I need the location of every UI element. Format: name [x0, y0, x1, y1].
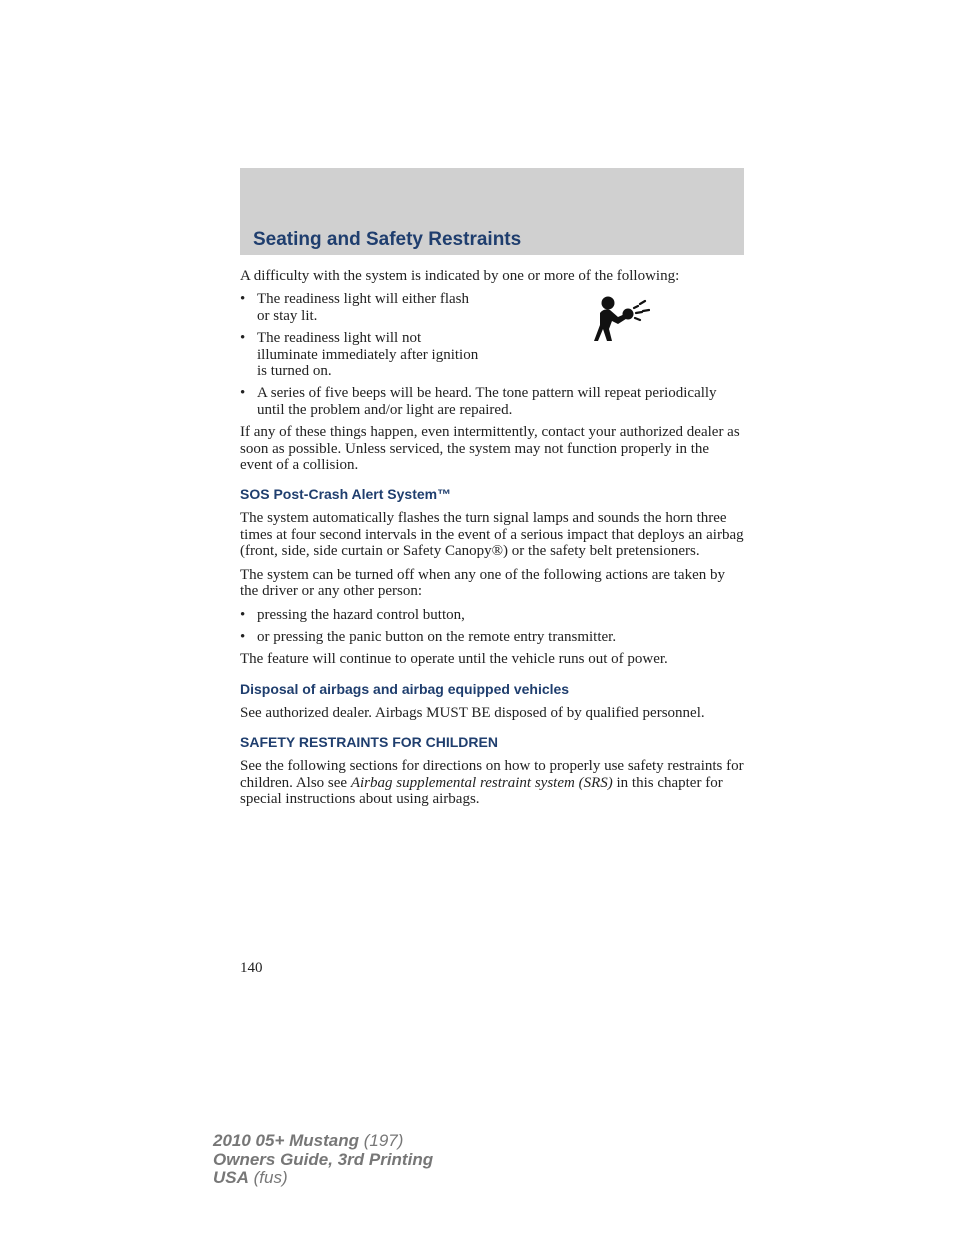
section-header-band: [240, 168, 744, 255]
page-number: 140: [240, 960, 263, 976]
list-item-text: The readiness light will either flash or stay lit.: [257, 291, 470, 324]
sos-heading: SOS Post-Crash Alert System™: [240, 486, 452, 503]
disposal-heading: Disposal of airbags and airbag equipped vehicles: [240, 680, 570, 697]
list-item: • The readiness light will not illuminate immediately after ignition is turned on.: [240, 330, 479, 380]
section-title: Seating and Safety Restraints: [253, 229, 522, 250]
list-item: • The readiness light will either flash or stay lit.: [240, 291, 470, 324]
children-text-start: See the following sections for directions on how to properly use safety restraints for children. Also see: [240, 758, 744, 791]
sos-paragraph-2: The system can be turned off when any one of the following actions are taken by the driver or any other person:: [240, 566, 725, 600]
disposal-paragraph: See authorized dealer. Airbags MUST BE disposed of by qualified personnel.: [240, 704, 705, 721]
list-item-text: or pressing the panic button on the remote entry transmitter.: [257, 628, 617, 645]
footer-region-code: (fus): [248, 1168, 288, 1187]
footer-model: 2010 05+ Mustang: [213, 1131, 359, 1150]
list-item-text: pressing the hazard control button,: [257, 606, 465, 623]
footer-model-code: (197): [359, 1131, 404, 1150]
page-content: [240, 268, 745, 814]
sos-paragraph-1: The system automatically flashes the turn signal lamps and sounds the horn three times at four second intervals in the event of a serious impact that deploys an airbag (front, side, side curtain or Safety Canopy®) or the safety belt pretensioners.: [240, 510, 744, 560]
list-item: • pressing the hazard control button,: [240, 606, 465, 623]
list-item-text: A series of five beeps will be heard. The tone pattern will repeat periodically until the problem and/or light are repaired.: [257, 385, 717, 418]
list-item: • A series of five beeps will be heard. The tone pattern will repeat periodically until the problem and/or light are repaired.: [240, 385, 717, 418]
list-item: • or pressing the panic button on the remote entry transmitter.: [240, 628, 617, 645]
contact-paragraph: If any of these things happen, even intermittently, contact your authorized dealer as soon as possible. Unless serviced, the system may not function properly in the event of a collision.: [240, 424, 740, 474]
sos-paragraph-3: The feature will continue to operate until the vehicle runs out of power.: [240, 651, 668, 668]
intro-paragraph: A difficulty with the system is indicated by one or more of the following:: [240, 268, 680, 284]
children-text-reference: Airbag supplemental restraint system (SRS): [350, 774, 613, 791]
children-paragraph: [240, 758, 745, 807]
children-text-end: in this chapter for special instructions about using airbags.: [240, 774, 723, 807]
footer-imprint: [213, 1132, 433, 1188]
list-item-text: The readiness light will not illuminate immediately after ignition is turned on.: [257, 330, 479, 380]
children-heading: SAFETY RESTRAINTS FOR CHILDREN: [240, 734, 498, 751]
footer-region: USA: [213, 1168, 249, 1187]
footer-edition: Owners Guide, 3rd Printing: [213, 1149, 434, 1169]
